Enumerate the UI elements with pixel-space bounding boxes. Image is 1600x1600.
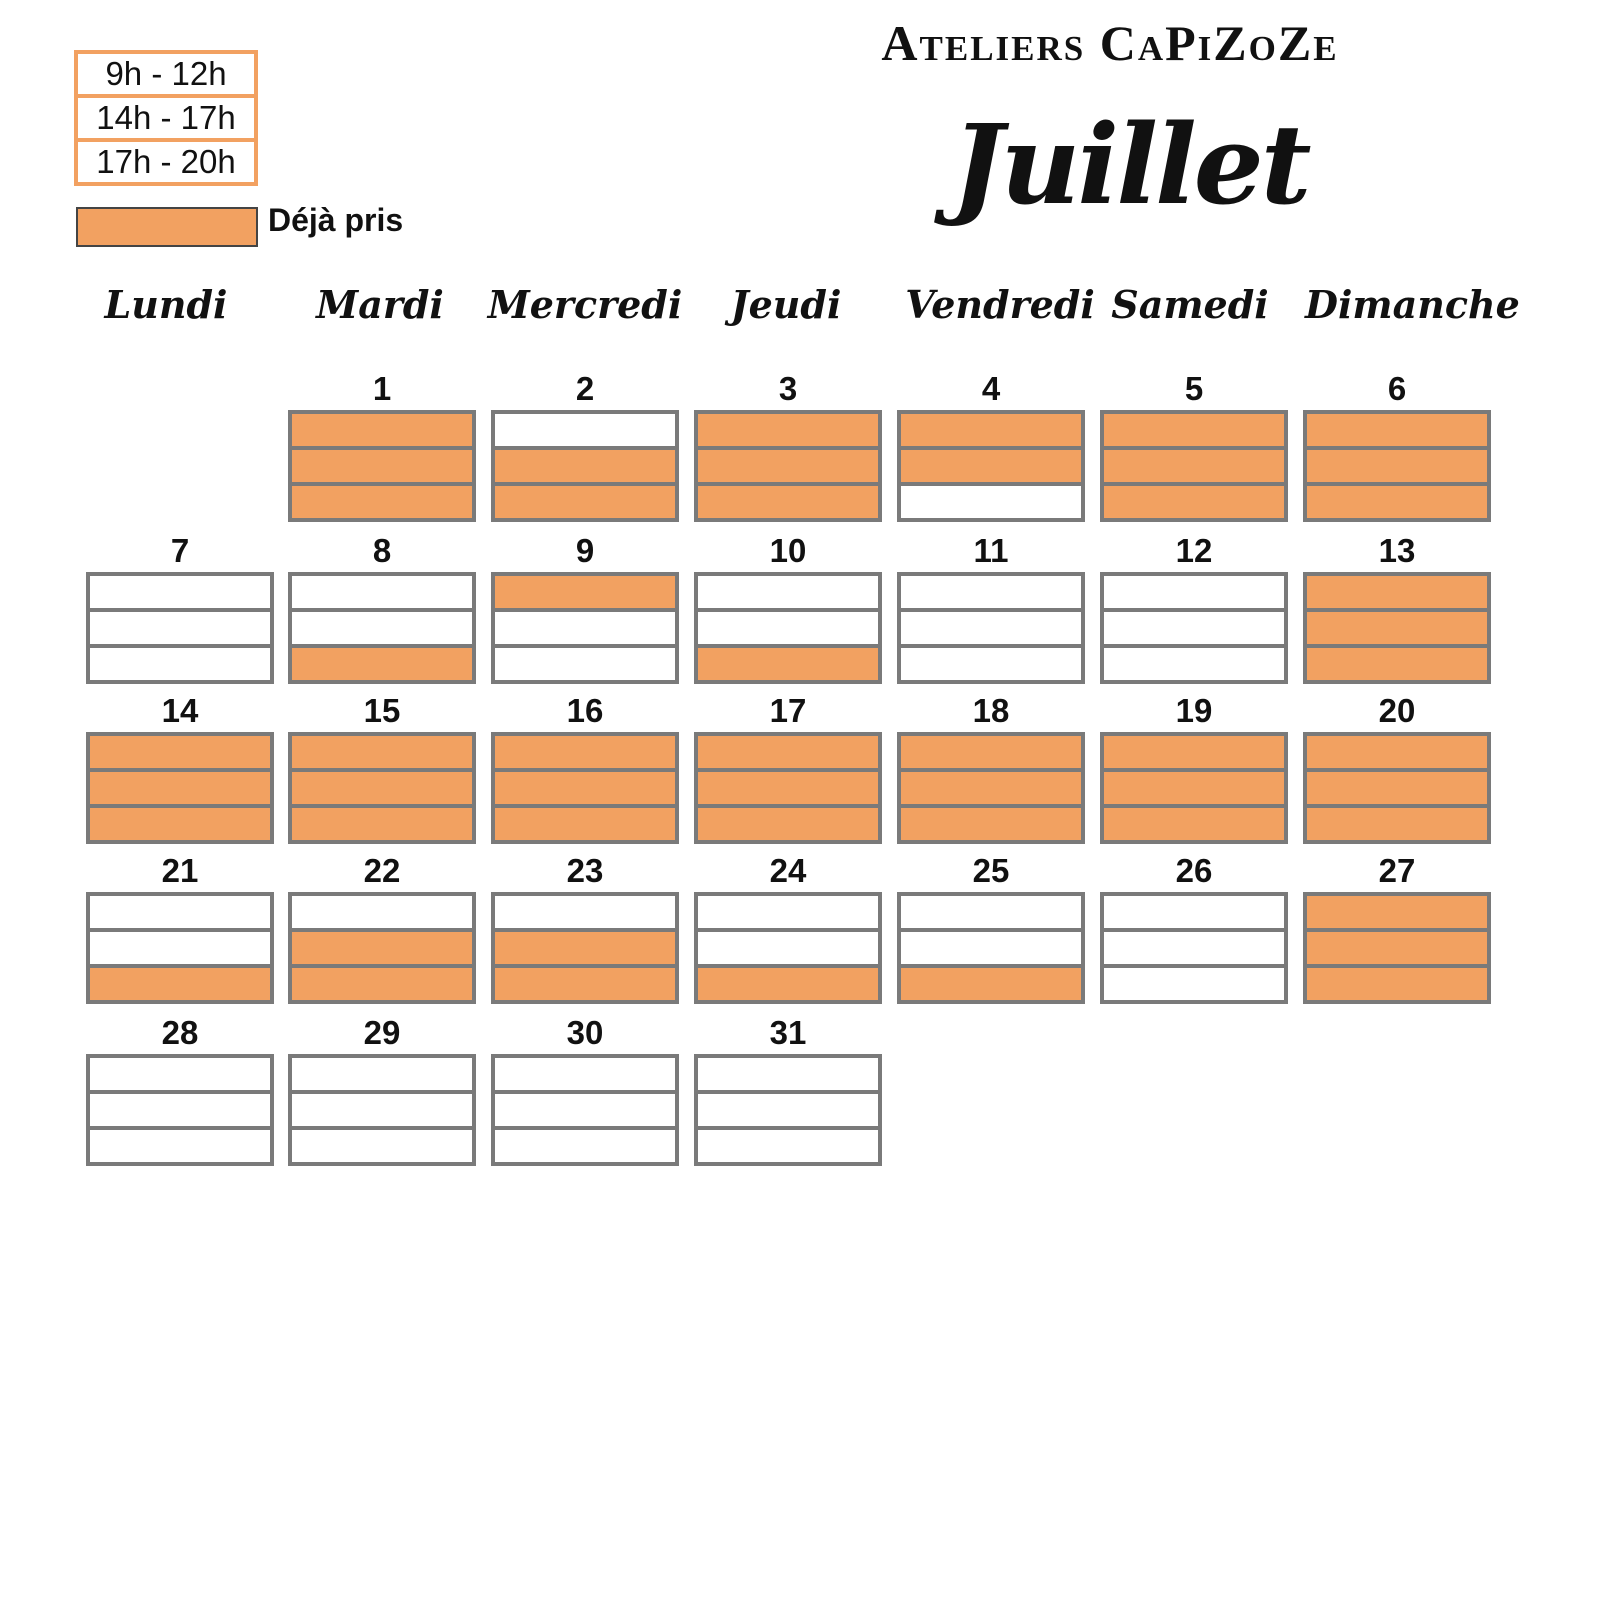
slot-evening-taken[interactable] bbox=[1307, 808, 1487, 840]
slot-morning-free[interactable] bbox=[901, 576, 1081, 612]
day-cell bbox=[288, 690, 476, 844]
day-number: 4 bbox=[981, 370, 1001, 407]
slot-afternoon-taken[interactable] bbox=[495, 450, 675, 486]
slot-morning-free[interactable] bbox=[292, 1058, 472, 1094]
day-slots-box bbox=[897, 410, 1085, 522]
slot-evening-free[interactable] bbox=[495, 1130, 675, 1162]
day-number: 7 bbox=[170, 532, 190, 569]
slot-afternoon-taken[interactable] bbox=[698, 450, 878, 486]
day-slots-box bbox=[288, 1054, 476, 1166]
day-cell bbox=[288, 530, 476, 684]
slot-evening-taken[interactable] bbox=[292, 808, 472, 840]
slot-afternoon-taken[interactable] bbox=[1307, 450, 1487, 486]
day-number: 19 bbox=[1175, 692, 1213, 729]
day-number: 10 bbox=[769, 532, 807, 569]
slot-afternoon-taken[interactable] bbox=[1307, 612, 1487, 648]
day-slots-box bbox=[491, 892, 679, 1004]
day-slots-box bbox=[288, 892, 476, 1004]
day-slots-box bbox=[491, 410, 679, 522]
slot-afternoon-taken[interactable] bbox=[495, 932, 675, 968]
day-cell bbox=[491, 1012, 679, 1166]
legend-slot-evening: 17h - 20h bbox=[96, 143, 236, 180]
slot-morning-free[interactable] bbox=[901, 896, 1081, 932]
slot-morning-taken[interactable] bbox=[1307, 576, 1487, 612]
day-number: 5 bbox=[1184, 370, 1204, 407]
day-cell bbox=[1100, 530, 1288, 684]
day-cell bbox=[897, 368, 1085, 522]
slot-morning-free[interactable] bbox=[1104, 576, 1284, 612]
day-cell bbox=[1303, 850, 1491, 1004]
slot-evening-taken[interactable] bbox=[1307, 968, 1487, 1000]
day-slots-box bbox=[897, 732, 1085, 844]
day-slots-box bbox=[1100, 732, 1288, 844]
day-number: 18 bbox=[972, 692, 1010, 729]
day-cell bbox=[1303, 530, 1491, 684]
slot-afternoon-taken[interactable] bbox=[901, 450, 1081, 486]
weekday-dimanche: Dimanche bbox=[1305, 282, 1520, 327]
weekday-vendredi: Vendredi bbox=[905, 282, 1095, 327]
slot-evening-taken[interactable] bbox=[495, 968, 675, 1000]
day-number: 15 bbox=[363, 692, 401, 729]
slot-evening-taken[interactable] bbox=[698, 968, 878, 1000]
slot-afternoon-taken[interactable] bbox=[292, 450, 472, 486]
day-number: 23 bbox=[566, 852, 604, 889]
slot-evening-taken[interactable] bbox=[1104, 486, 1284, 518]
slot-morning-taken[interactable] bbox=[1307, 414, 1487, 450]
slot-evening-taken[interactable] bbox=[495, 486, 675, 518]
day-cell bbox=[1303, 368, 1491, 522]
slot-evening-taken[interactable] bbox=[698, 486, 878, 518]
day-cell bbox=[694, 368, 882, 522]
day-slots-box bbox=[1303, 410, 1491, 522]
legend-slot-morning: 9h - 12h bbox=[78, 54, 254, 98]
day-cell bbox=[288, 1012, 476, 1166]
day-number: 29 bbox=[363, 1014, 401, 1051]
slot-afternoon-free[interactable] bbox=[495, 612, 675, 648]
day-number: 6 bbox=[1387, 370, 1407, 407]
legend-time-slots bbox=[74, 50, 258, 186]
slot-evening-taken[interactable] bbox=[495, 808, 675, 840]
slot-morning-taken[interactable] bbox=[698, 414, 878, 450]
slot-evening-taken[interactable] bbox=[90, 808, 270, 840]
slot-afternoon-free[interactable] bbox=[698, 932, 878, 968]
slot-morning-taken[interactable] bbox=[292, 736, 472, 772]
day-number: 11 bbox=[973, 532, 1009, 569]
slot-afternoon-free[interactable] bbox=[698, 1094, 878, 1130]
day-number: 8 bbox=[372, 532, 392, 569]
slot-afternoon-taken[interactable] bbox=[698, 772, 878, 808]
day-cell bbox=[491, 530, 679, 684]
day-cell bbox=[86, 1012, 274, 1166]
slot-evening-free[interactable] bbox=[901, 648, 1081, 680]
day-cell bbox=[1303, 690, 1491, 844]
day-number: 31 bbox=[769, 1014, 807, 1051]
legend-slot-afternoon: 14h - 17h bbox=[78, 98, 254, 142]
month-title: Juillet bbox=[951, 100, 1309, 229]
slot-evening-taken[interactable] bbox=[901, 968, 1081, 1000]
slot-afternoon-free[interactable] bbox=[698, 612, 878, 648]
slot-evening-taken[interactable] bbox=[698, 648, 878, 680]
day-number: 13 bbox=[1378, 532, 1416, 569]
day-slots-box bbox=[491, 1054, 679, 1166]
slot-afternoon-free[interactable] bbox=[495, 1094, 675, 1130]
slot-afternoon-free[interactable] bbox=[1104, 612, 1284, 648]
slot-morning-free[interactable] bbox=[90, 896, 270, 932]
day-slots-box bbox=[1100, 892, 1288, 1004]
day-number: 16 bbox=[566, 692, 604, 729]
slot-morning-free[interactable] bbox=[1104, 896, 1284, 932]
slot-evening-taken[interactable] bbox=[1307, 648, 1487, 680]
day-number: 27 bbox=[1378, 852, 1416, 889]
day-slots-box bbox=[288, 410, 476, 522]
day-cell bbox=[897, 530, 1085, 684]
slot-morning-taken[interactable] bbox=[1104, 414, 1284, 450]
slot-morning-taken[interactable] bbox=[901, 736, 1081, 772]
slot-morning-taken[interactable] bbox=[90, 736, 270, 772]
slot-morning-free[interactable] bbox=[495, 896, 675, 932]
slot-morning-free[interactable] bbox=[292, 896, 472, 932]
slot-morning-taken[interactable] bbox=[495, 576, 675, 612]
day-number: 9 bbox=[575, 532, 595, 569]
slot-afternoon-taken[interactable] bbox=[901, 772, 1081, 808]
slot-morning-free[interactable] bbox=[90, 1058, 270, 1094]
day-number: 21 bbox=[161, 852, 199, 889]
day-slots-box bbox=[86, 572, 274, 684]
slot-afternoon-free[interactable] bbox=[901, 932, 1081, 968]
slot-afternoon-free[interactable] bbox=[292, 612, 472, 648]
day-slots-box bbox=[86, 892, 274, 1004]
day-number: 24 bbox=[769, 852, 807, 889]
slot-morning-taken[interactable] bbox=[1104, 736, 1284, 772]
day-slots-box bbox=[694, 892, 882, 1004]
day-cell bbox=[694, 1012, 882, 1166]
day-number: 22 bbox=[363, 852, 401, 889]
day-slots-box bbox=[897, 892, 1085, 1004]
day-cell bbox=[491, 690, 679, 844]
slot-evening-free[interactable] bbox=[90, 1130, 270, 1162]
legend-taken-swatch bbox=[76, 207, 258, 247]
day-number: 30 bbox=[566, 1014, 604, 1051]
day-slots-box bbox=[288, 732, 476, 844]
day-slots-box bbox=[694, 572, 882, 684]
day-cell bbox=[897, 850, 1085, 1004]
weekday-samedi: Samedi bbox=[1111, 282, 1269, 327]
slot-evening-free[interactable] bbox=[1104, 648, 1284, 680]
slot-morning-free[interactable] bbox=[698, 896, 878, 932]
slot-evening-free[interactable] bbox=[698, 1130, 878, 1162]
day-slots-box bbox=[491, 572, 679, 684]
slot-morning-taken[interactable] bbox=[292, 414, 472, 450]
slot-morning-taken[interactable] bbox=[1307, 736, 1487, 772]
day-cell bbox=[288, 368, 476, 522]
slot-morning-free[interactable] bbox=[698, 1058, 878, 1094]
day-cell bbox=[694, 850, 882, 1004]
slot-evening-taken[interactable] bbox=[901, 808, 1081, 840]
slot-afternoon-free[interactable] bbox=[90, 612, 270, 648]
day-cell bbox=[86, 690, 274, 844]
page-title: Ateliers CaPiZoZe bbox=[881, 15, 1339, 71]
day-slots-box bbox=[1100, 572, 1288, 684]
day-slots-box bbox=[694, 732, 882, 844]
day-cell bbox=[86, 850, 274, 1004]
slot-afternoon-free[interactable] bbox=[292, 1094, 472, 1130]
slot-afternoon-taken[interactable] bbox=[292, 772, 472, 808]
day-slots-box bbox=[288, 572, 476, 684]
slot-evening-taken[interactable] bbox=[1307, 486, 1487, 518]
slot-afternoon-taken[interactable] bbox=[90, 772, 270, 808]
weekday-mercredi: Mercredi bbox=[487, 282, 683, 327]
slot-afternoon-taken[interactable] bbox=[495, 772, 675, 808]
day-slots-box bbox=[694, 1054, 882, 1166]
slot-morning-taken[interactable] bbox=[495, 736, 675, 772]
day-cell bbox=[897, 690, 1085, 844]
day-cell bbox=[491, 368, 679, 522]
slot-evening-taken[interactable] bbox=[292, 486, 472, 518]
day-cell bbox=[694, 530, 882, 684]
slot-evening-free[interactable] bbox=[292, 1130, 472, 1162]
day-slots-box bbox=[1100, 410, 1288, 522]
day-number: 28 bbox=[161, 1014, 199, 1051]
slot-evening-taken[interactable] bbox=[698, 808, 878, 840]
day-number: 3 bbox=[778, 370, 798, 407]
slot-morning-free[interactable] bbox=[90, 576, 270, 612]
slot-afternoon-taken[interactable] bbox=[1307, 932, 1487, 968]
slot-morning-free[interactable] bbox=[495, 414, 675, 450]
day-slots-box bbox=[491, 732, 679, 844]
day-slots-box bbox=[86, 732, 274, 844]
slot-afternoon-free[interactable] bbox=[901, 612, 1081, 648]
slot-morning-taken[interactable] bbox=[901, 414, 1081, 450]
slot-afternoon-free[interactable] bbox=[90, 932, 270, 968]
slot-evening-free[interactable] bbox=[1104, 968, 1284, 1000]
day-slots-box bbox=[1303, 572, 1491, 684]
slot-evening-free[interactable] bbox=[901, 486, 1081, 518]
day-number: 1 bbox=[372, 370, 392, 407]
day-cell bbox=[288, 850, 476, 1004]
slot-afternoon-free[interactable] bbox=[1104, 932, 1284, 968]
slot-afternoon-free[interactable] bbox=[90, 1094, 270, 1130]
day-slots-box bbox=[86, 1054, 274, 1166]
day-number: 26 bbox=[1175, 852, 1213, 889]
slot-evening-free[interactable] bbox=[90, 648, 270, 680]
weekday-jeudi: Jeudi bbox=[730, 282, 842, 327]
day-cell bbox=[1100, 690, 1288, 844]
legend-taken-label: Déjà pris bbox=[268, 202, 404, 238]
day-slots-box bbox=[694, 410, 882, 522]
day-number: 25 bbox=[972, 852, 1010, 889]
weekday-mardi: Mardi bbox=[316, 282, 444, 327]
weekday-lundi: Lundi bbox=[104, 282, 228, 327]
day-number: 17 bbox=[769, 692, 807, 729]
day-cell bbox=[1100, 368, 1288, 522]
slot-morning-taken[interactable] bbox=[698, 736, 878, 772]
slot-afternoon-taken[interactable] bbox=[1307, 772, 1487, 808]
slot-afternoon-taken[interactable] bbox=[1104, 450, 1284, 486]
day-slots-box bbox=[1303, 892, 1491, 1004]
slot-morning-free[interactable] bbox=[292, 576, 472, 612]
day-number: 2 bbox=[575, 370, 595, 407]
slot-evening-taken[interactable] bbox=[90, 968, 270, 1000]
day-cell bbox=[1100, 850, 1288, 1004]
slot-morning-taken[interactable] bbox=[1307, 896, 1487, 932]
slot-morning-free[interactable] bbox=[495, 1058, 675, 1094]
slot-afternoon-taken[interactable] bbox=[292, 932, 472, 968]
slot-morning-free[interactable] bbox=[698, 576, 878, 612]
day-number: 14 bbox=[161, 692, 199, 729]
slot-evening-taken[interactable] bbox=[292, 648, 472, 680]
day-number: 12 bbox=[1175, 532, 1213, 569]
day-cell bbox=[694, 690, 882, 844]
day-cell bbox=[86, 530, 274, 684]
slot-afternoon-taken[interactable] bbox=[1104, 772, 1284, 808]
slot-evening-taken[interactable] bbox=[1104, 808, 1284, 840]
slot-evening-free[interactable] bbox=[495, 648, 675, 680]
day-cell bbox=[491, 850, 679, 1004]
day-slots-box bbox=[897, 572, 1085, 684]
day-slots-box bbox=[1303, 732, 1491, 844]
slot-evening-taken[interactable] bbox=[292, 968, 472, 1000]
day-number: 20 bbox=[1378, 692, 1416, 729]
